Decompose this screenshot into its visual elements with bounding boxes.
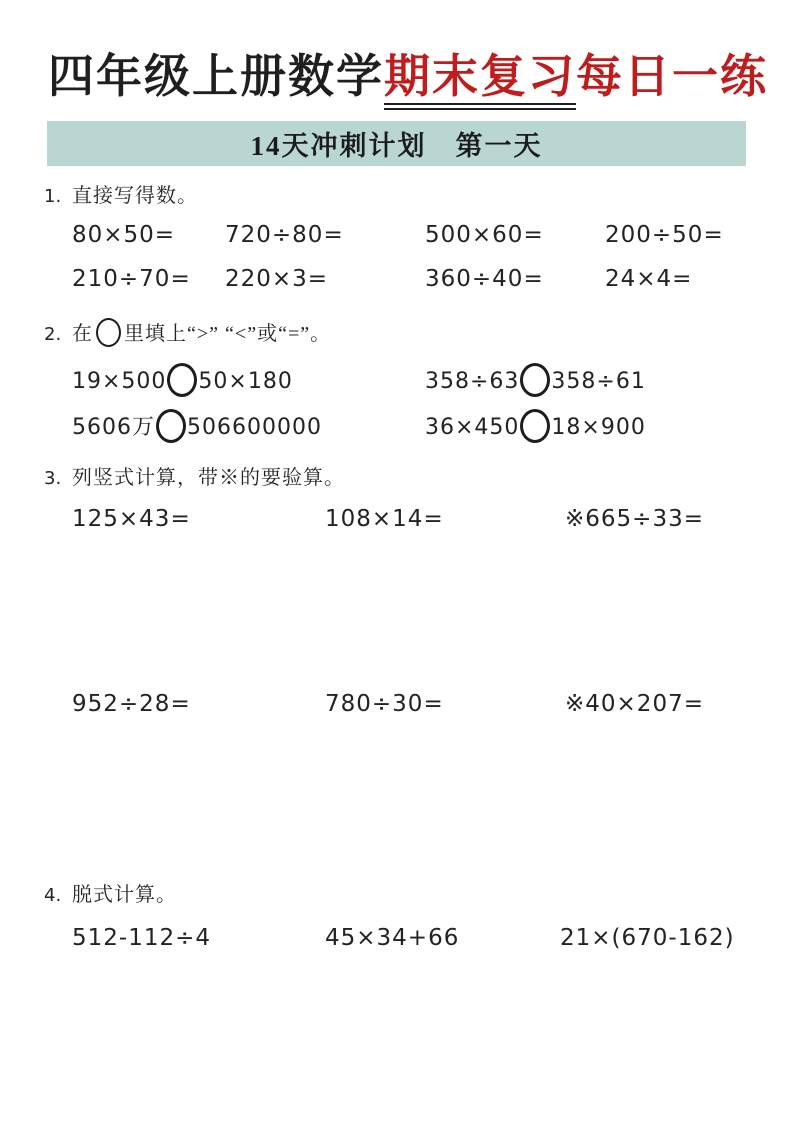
section-4-heading xyxy=(44,878,177,907)
comparison-item xyxy=(72,409,425,443)
expression: 210÷70= xyxy=(72,266,191,292)
title-red-underlined-part: 期末复习 xyxy=(384,51,576,110)
title-red-part: 每日一练 xyxy=(576,51,768,102)
expression-left: 36×450 xyxy=(425,415,520,440)
comparison-row-1 xyxy=(72,363,773,397)
section-2-number: 2. xyxy=(44,324,62,345)
day-banner xyxy=(47,121,746,166)
blank-circle-icon xyxy=(96,318,121,347)
section-3-title: 列竖式计算，带※的要验算。 xyxy=(72,467,345,489)
expression-right: 18×900 xyxy=(551,415,646,440)
comparison-item xyxy=(425,409,773,443)
expression: ※40×207= xyxy=(565,691,704,717)
column-calc-row-2 xyxy=(72,691,773,717)
page-title xyxy=(48,40,768,106)
expression-right: 358÷61 xyxy=(551,369,646,394)
expression: 21×(670-162) xyxy=(560,925,735,951)
expression: 125×43= xyxy=(72,506,191,532)
expression-right: 506600000 xyxy=(187,415,322,440)
expression: 512-112÷4 xyxy=(72,925,212,951)
expression: 108×14= xyxy=(325,506,444,532)
comparison-item xyxy=(425,363,773,397)
expression-left: 358÷63 xyxy=(425,369,520,394)
expression: ※665÷33= xyxy=(565,506,704,532)
expression-right: 50×180 xyxy=(198,369,293,394)
expression: 220×3= xyxy=(225,266,329,292)
section-2-heading xyxy=(44,317,331,347)
oral-calc-row-2 xyxy=(72,266,773,292)
section-3-number: 3. xyxy=(44,468,62,489)
answer-circle xyxy=(167,363,197,397)
heading-text-post: 里填上“>” “<”或“=”。 xyxy=(124,323,332,345)
section-1-number: 1. xyxy=(44,186,62,207)
answer-circle xyxy=(520,363,550,397)
expression: 200÷50= xyxy=(605,222,724,248)
expression: 80×50= xyxy=(72,222,176,248)
section-1-title: 直接写得数。 xyxy=(72,185,198,207)
section-4-title: 脱式计算。 xyxy=(72,884,177,906)
expression: 500×60= xyxy=(425,222,544,248)
expression: 952÷28= xyxy=(72,691,191,717)
section-2-title xyxy=(72,317,331,347)
title-black-part: 四年级上册数学 xyxy=(48,51,384,102)
answer-circle xyxy=(156,409,186,443)
stepwise-calc-row xyxy=(72,925,773,951)
expression: 24×4= xyxy=(605,266,693,292)
section-3-heading xyxy=(44,461,345,490)
expression: 45×34+66 xyxy=(325,925,460,951)
expression-left: 19×500 xyxy=(72,369,167,394)
section-4-number: 4. xyxy=(44,885,62,906)
answer-circle xyxy=(520,409,550,443)
day-banner-text: 14天冲刺计划 第一天 xyxy=(250,131,543,161)
heading-text-pre: 在 xyxy=(72,323,93,345)
expression: 720÷80= xyxy=(225,222,344,248)
column-calc-row-1 xyxy=(72,506,773,532)
expression: 360÷40= xyxy=(425,266,544,292)
expression-left: 5606万 xyxy=(72,415,155,440)
oral-calc-row-1 xyxy=(72,222,773,248)
section-1-heading xyxy=(44,179,198,208)
expression: 780÷30= xyxy=(325,691,444,717)
comparison-item xyxy=(72,363,425,397)
comparison-row-2 xyxy=(72,409,773,443)
